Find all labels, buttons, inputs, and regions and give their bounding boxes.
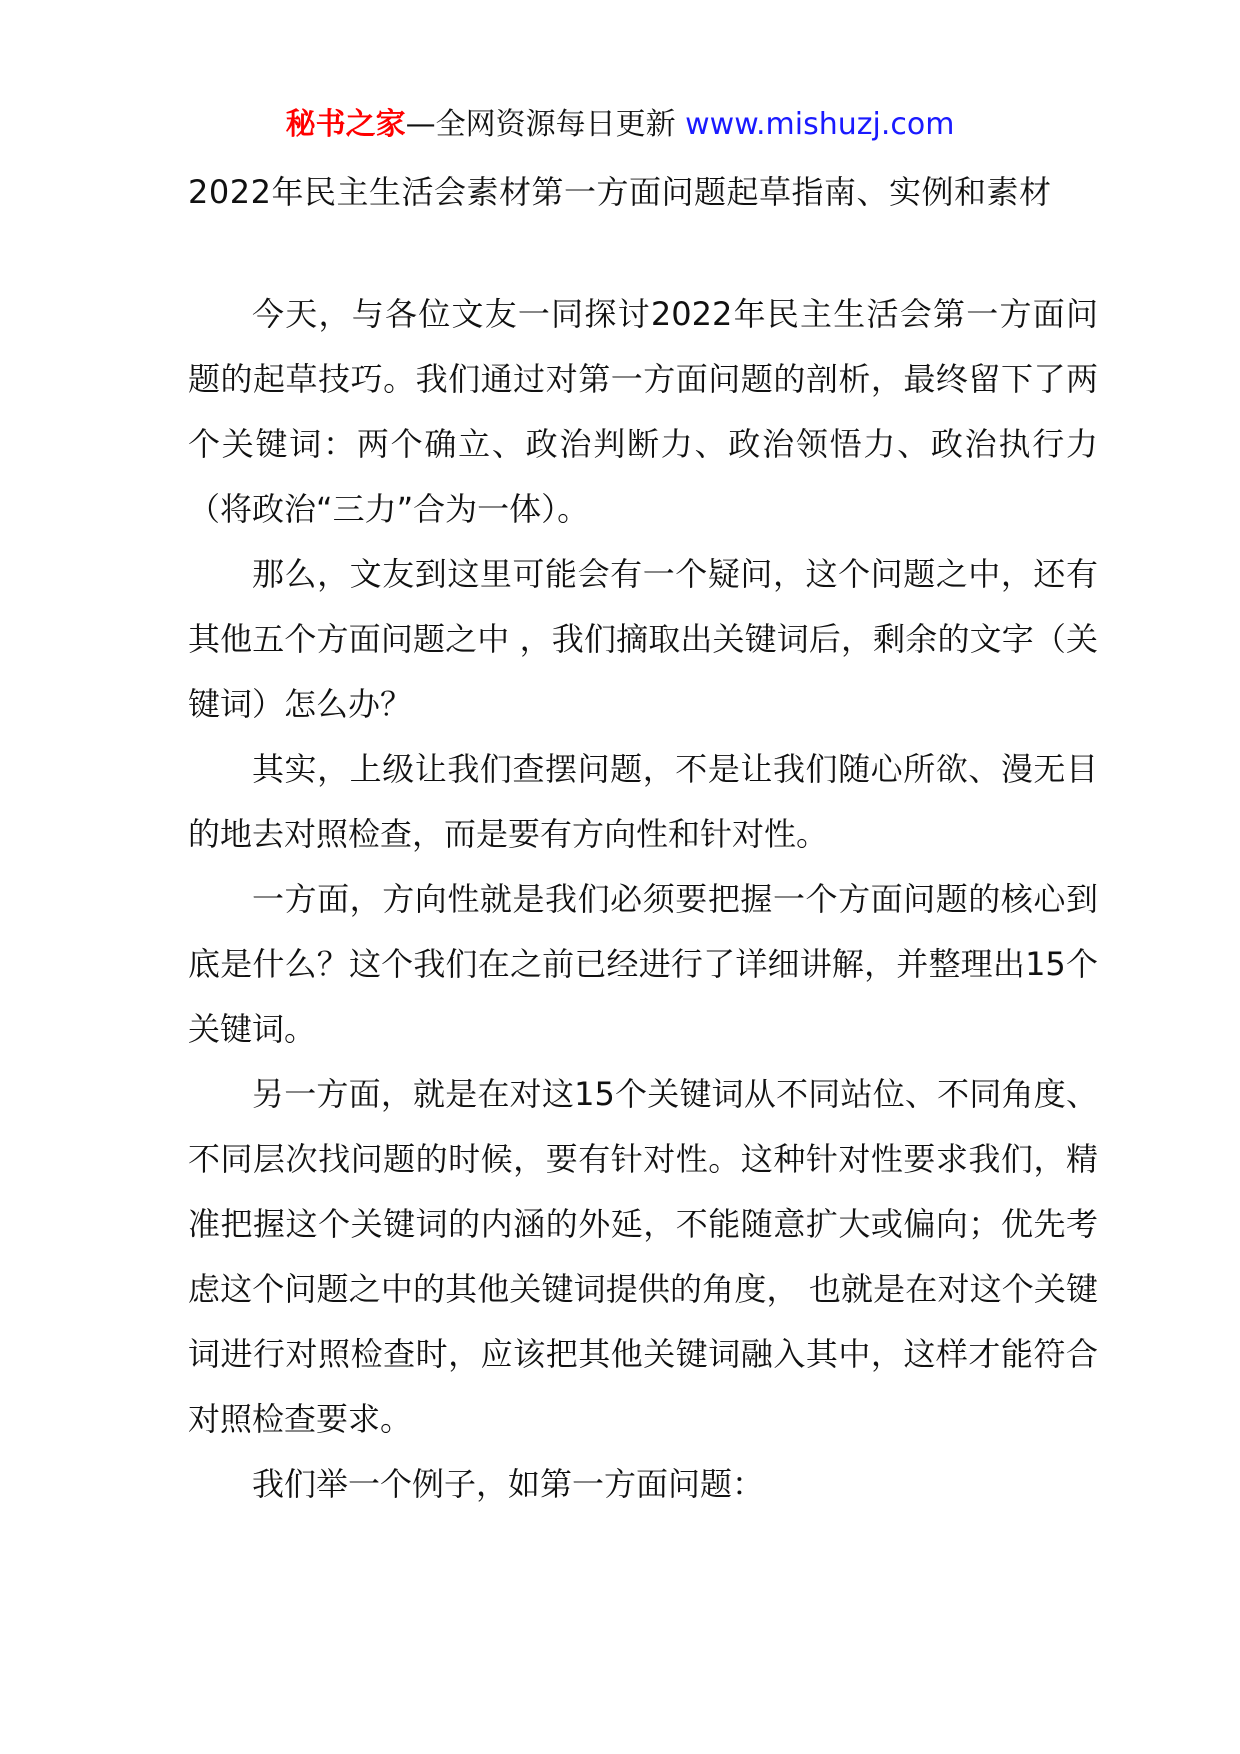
paragraph-answer: 其实，上级让我们查摆问题，不是让我们随心所欲、漫无目的地去对照检查，而是要有方向性和针对性。 (188, 750, 1098, 853)
site-header (0, 100, 1240, 150)
document-body (188, 282, 1098, 1517)
site-url-link[interactable]: www.mishuzj.com (685, 107, 955, 142)
site-tagline: —全网资源每日更新 (405, 107, 676, 142)
paragraph-targeting: 另一方面，就是在对这15个关键词从不同站位、不同角度、不同层次找问题的时候，要有针对性。这种针对性要求我们，精准把握这个关键词的内涵的外延，不能随意扩大或偏向；优先考虑这个问题之中的其他关键词提供的角度， 也就是在对这个关键词进行对照检查时，应该把其他关键词融入其中，这样才能符合对照检查要求。 (188, 1075, 1098, 1438)
site-brand: 秘书之家 (285, 107, 406, 142)
paragraph-intro: 今天，与各位文友一同探讨2022年民主生活会第一方面问题的起草技巧。我们通过对第一方面问题的剖析，最终留下了两个关键词：两个确立、政治判断力、政治领悟力、政治执行力（将政治“三力”合为一体）。 (188, 295, 1098, 528)
paragraph-question: 那么，文友到这里可能会有一个疑问，这个问题之中，还有其他五个方面问题之中 ，我们摘取出关键词后，剩余的文字（关键词）怎么办？ (188, 555, 1098, 723)
document-content (188, 160, 1098, 1517)
paragraph-direction: 一方面，方向性就是我们必须要把握一个方面问题的核心到底是什么？这个我们在之前已经进行了详细讲解，并整理出15个关键词。 (188, 880, 1098, 1048)
document-title: 2022年民主生活会素材第一方面问题起草指南、实例和素材 (188, 173, 1052, 211)
paragraph-example: 我们举一个例子，如第一方面问题： (252, 1465, 765, 1503)
